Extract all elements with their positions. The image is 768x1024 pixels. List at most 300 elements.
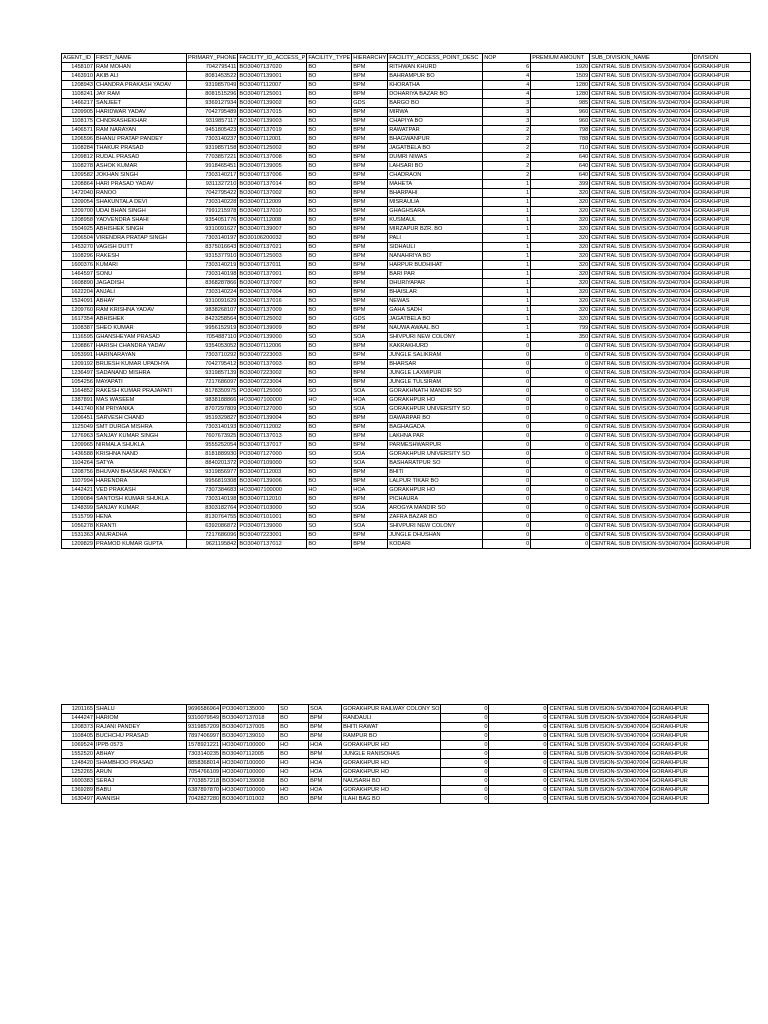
- cell-facility-type: BO: [307, 414, 352, 423]
- cell-division: GORAKHPUR: [692, 342, 750, 351]
- cell-hierarchy: BPM: [352, 216, 388, 225]
- cell-first-name: SANJEET: [95, 99, 187, 108]
- cell-first-name: RAM MOHAN: [95, 63, 187, 72]
- cell-division: GORAKHPUR: [692, 261, 750, 270]
- cell-first-name: RAKESH: [95, 252, 187, 261]
- cell-facility-type: SO: [307, 387, 352, 396]
- cell-facility-id: BO30407137013: [238, 432, 307, 441]
- cell-primary-phone: 9319857117: [187, 117, 238, 126]
- table-row: [62, 414, 751, 423]
- cell-facility-desc: DAWARPAR BO: [388, 414, 483, 423]
- cell-hierarchy: BPM: [352, 279, 388, 288]
- cell-hierarchy: BPM: [352, 108, 388, 117]
- cell-facility-type: BO: [307, 72, 352, 81]
- cell-division: GORAKHPUR: [692, 90, 750, 99]
- cell-nop: 1: [483, 225, 531, 234]
- cell-sub-division-name: CENTRAL SUB DIVISION-SV30407004: [591, 442, 691, 448]
- cell-premium-amount: 0: [531, 477, 590, 486]
- cell-hierarchy: BPM: [309, 732, 342, 741]
- header-primary-phone: PRIMARY_PHONE: [188, 55, 237, 61]
- cell-hierarchy: HOA: [352, 396, 388, 405]
- cell-facility-type: BO: [307, 261, 352, 270]
- cell-facility-id: PO30407139000: [238, 522, 307, 531]
- cell-first-name: SANTOSH KUMAR SHUKLA: [95, 495, 187, 504]
- cell-sub-division-name: CENTRAL SUB DIVISION-SV30407004: [591, 172, 691, 178]
- cell-facility-desc: NANAHRIYA BO: [388, 252, 483, 261]
- cell-facility-desc: CHADRAON: [388, 171, 483, 180]
- cell-nop: 1: [483, 261, 531, 270]
- cell-facility-type: BO: [307, 171, 352, 180]
- cell-nop: 0: [483, 441, 531, 450]
- cell-nop: 1: [483, 270, 531, 279]
- cell-first-name: PRAMOD KUMAR GUPTA: [95, 540, 187, 549]
- cell-sub-division-name: CENTRAL SUB DIVISION-SV30407004: [591, 352, 691, 358]
- cell-first-name: HARI PRASAD YADAV: [95, 180, 187, 189]
- cell-facility-desc: SIDHAULI: [388, 243, 483, 252]
- cell-facility-id: BO30407112008: [238, 216, 307, 225]
- cell-primary-phone: 9315377910: [187, 252, 238, 261]
- cell-nop: 1: [483, 297, 531, 306]
- cell-facility-type: BO: [307, 63, 352, 72]
- table-row: [62, 270, 751, 279]
- table-row: [62, 723, 709, 732]
- cell-nop: 2: [483, 162, 531, 171]
- cell-primary-phone: 9319857049: [187, 81, 238, 90]
- cell-nop: 1: [483, 216, 531, 225]
- cell-facility-type: BO: [307, 216, 352, 225]
- cell-hierarchy: BPM: [352, 531, 388, 540]
- cell-agent-id: 1206504: [62, 234, 95, 243]
- cell-facility-type: HO: [307, 486, 352, 495]
- cell-premium-amount: 320: [531, 279, 590, 288]
- cell-facility-type: BO: [279, 732, 309, 741]
- cell-division: GORAKHPUR: [692, 432, 750, 441]
- cell-premium-amount: 320: [531, 297, 590, 306]
- cell-primary-phone: 8375016643: [187, 243, 238, 252]
- cell-primary-phone: 8423258564: [187, 315, 238, 324]
- cell-hierarchy: HOA: [309, 741, 342, 750]
- cell-nop: 1: [483, 279, 531, 288]
- table-row: [62, 705, 709, 714]
- cell-agent-id: 1276963: [62, 432, 95, 441]
- cell-first-name: SHEO KUMAR: [95, 324, 187, 333]
- cell-nop: 2: [483, 171, 531, 180]
- cell-first-name: KRISHNA NAND: [95, 450, 187, 459]
- header-nop: NOP: [483, 54, 531, 63]
- cell-agent-id: 1069524: [62, 741, 95, 750]
- cell-division: GORAKHPUR: [692, 279, 750, 288]
- cell-division: GORAKHPUR: [692, 243, 750, 252]
- cell-premium-amount: 799: [531, 324, 590, 333]
- cell-primary-phone: 7303140198: [187, 495, 238, 504]
- cell-nop: 1: [483, 234, 531, 243]
- cell-facility-id: BO30407137005: [221, 723, 279, 732]
- cell-facility-type: BO: [307, 477, 352, 486]
- cell-primary-phone: 9956819308: [187, 477, 238, 486]
- cell-premium-amount: 0: [531, 531, 590, 540]
- table-row: [62, 297, 751, 306]
- table-row: [62, 786, 709, 795]
- cell-agent-id: 1369289: [62, 786, 95, 795]
- cell-sub-division-name: CENTRAL SUB DIVISION-SV30407004: [591, 541, 691, 547]
- cell-facility-type: BO: [307, 279, 352, 288]
- cell-facility-type: BO: [307, 153, 352, 162]
- cell-nop: 4: [483, 90, 531, 99]
- cell-facility-type: BO: [307, 423, 352, 432]
- cell-division: GORAKHPUR: [692, 306, 750, 315]
- cell-premium-amount: 320: [531, 306, 590, 315]
- cell-division: GORAKHPUR: [650, 732, 708, 741]
- cell-premium-amount: 320: [531, 288, 590, 297]
- cell-agent-id: 1108278: [62, 162, 95, 171]
- cell-primary-phone: 7303140217: [187, 171, 238, 180]
- cell-facility-id: BO30106200032: [238, 234, 307, 243]
- cell-nop: 1: [483, 180, 531, 189]
- table-row: [62, 153, 751, 162]
- cell-facility-id: BO30407125001: [238, 90, 307, 99]
- header-facility-desc: FACILITY_ACCESS_POINT_DESC: [388, 54, 483, 63]
- cell-first-name: THAKUR PRASAD: [95, 144, 187, 153]
- cell-division: GORAKHPUR: [692, 504, 750, 513]
- cell-agent-id: 1458107: [62, 63, 95, 72]
- cell-division: GORAKHPUR: [650, 741, 708, 750]
- cell-hierarchy: BPM: [309, 777, 342, 786]
- cell-premium-amount: 320: [531, 270, 590, 279]
- cell-division: GORAKHPUR: [650, 795, 708, 804]
- cell-sub-division-name: CENTRAL SUB DIVISION-SV30407004: [591, 100, 691, 106]
- cell-primary-phone: 9319857158: [187, 144, 238, 153]
- cell-primary-phone: 9555252054: [187, 441, 238, 450]
- cell-nop: 0: [441, 714, 489, 723]
- cell-primary-phone: 9319856977: [187, 468, 238, 477]
- cell-facility-type: BO: [279, 777, 309, 786]
- cell-nop: 0: [441, 777, 489, 786]
- cell-hierarchy: BPM: [352, 414, 388, 423]
- cell-agent-id: 1436588: [62, 450, 95, 459]
- cell-premium-amount: 0: [489, 732, 548, 741]
- cell-first-name: ASHOK KUMAR: [95, 162, 187, 171]
- cell-hierarchy: SOA: [352, 504, 388, 513]
- cell-premium-amount: 640: [531, 153, 590, 162]
- cell-sub-division-name: CENTRAL SUB DIVISION-SV30407004: [591, 361, 691, 367]
- cell-facility-id: PO30407135000: [221, 705, 279, 714]
- cell-sub-division-name: CENTRAL SUB DIVISION-SV30407004: [591, 487, 691, 493]
- cell-first-name: HARIDWAR YADAV: [95, 108, 187, 117]
- cell-primary-phone: 9918465451: [187, 162, 238, 171]
- table-row: [62, 495, 751, 504]
- cell-facility-desc: GORAKHPUR HO: [342, 786, 441, 795]
- cell-premium-amount: 0: [531, 405, 590, 414]
- cell-facility-desc: GORAKHNATH MANDIR SO: [388, 387, 483, 396]
- cell-nop: 1: [483, 324, 531, 333]
- cell-primary-phone: 7042795489: [187, 108, 238, 117]
- cell-facility-type: SO: [307, 405, 352, 414]
- table-row: [62, 189, 751, 198]
- cell-sub-division-name: CENTRAL SUB DIVISION-SV30407004: [549, 787, 649, 793]
- cell-premium-amount: 0: [531, 522, 590, 531]
- cell-premium-amount: 960: [531, 108, 590, 117]
- cell-facility-id: BO30407137004: [238, 288, 307, 297]
- cell-facility-desc: GHAGHSARA: [388, 207, 483, 216]
- cell-agent-id: 1125049: [62, 423, 95, 432]
- cell-agent-id: 1208373: [62, 723, 95, 732]
- cell-nop: 0: [441, 768, 489, 777]
- cell-agent-id: 1406571: [62, 126, 95, 135]
- cell-sub-division-name: CENTRAL SUB DIVISION-SV30407004: [549, 733, 649, 739]
- cell-division: GORAKHPUR: [692, 315, 750, 324]
- cell-first-name: HARINARAYAN: [95, 351, 187, 360]
- cell-nop: 3: [483, 99, 531, 108]
- agent-table-page-1: [61, 53, 751, 549]
- cell-sub-division-name: CENTRAL SUB DIVISION-SV30407004: [591, 82, 691, 88]
- cell-primary-phone: 7217686096: [187, 531, 238, 540]
- table-row: [62, 144, 751, 153]
- cell-facility-id: BO30407139002: [238, 99, 307, 108]
- cell-facility-id: BO30407112005: [221, 750, 279, 759]
- cell-premium-amount: 0: [531, 342, 590, 351]
- cell-agent-id: 1209905: [62, 108, 95, 117]
- cell-first-name: ARUN: [95, 768, 187, 777]
- cell-sub-division-name: CENTRAL SUB DIVISION-SV30407004: [549, 760, 649, 766]
- cell-facility-id: HO30407100000: [221, 786, 279, 795]
- cell-facility-desc: JAGATBELA BO: [388, 144, 483, 153]
- cell-first-name: MAYAPATI: [95, 378, 187, 387]
- cell-sub-division-name: CENTRAL SUB DIVISION-SV30407004: [549, 751, 649, 757]
- cell-first-name: JAGADISH: [95, 279, 187, 288]
- cell-agent-id: 1208756: [62, 468, 95, 477]
- cell-first-name: ANJALI: [95, 288, 187, 297]
- cell-facility-desc: SHIVPURI NEW COLONY: [388, 522, 483, 531]
- cell-facility-type: BO: [307, 432, 352, 441]
- cell-agent-id: 1463910: [62, 72, 95, 81]
- cell-sub-division-name: CENTRAL SUB DIVISION-SV30407004: [591, 424, 691, 430]
- cell-division: GORAKHPUR: [692, 117, 750, 126]
- cell-facility-id: BO30407137001: [238, 270, 307, 279]
- cell-agent-id: 1108241: [62, 90, 95, 99]
- cell-sub-division-name: CENTRAL SUB DIVISION-SV30407004: [591, 532, 691, 538]
- cell-facility-id: BO30407139007: [238, 225, 307, 234]
- table-row: [62, 369, 751, 378]
- table-row: [62, 171, 751, 180]
- cell-sub-division-name: CENTRAL SUB DIVISION-SV30407004: [591, 226, 691, 232]
- cell-hierarchy: BPM: [352, 234, 388, 243]
- cell-sub-division-name: CENTRAL SUB DIVISION-SV30407004: [591, 469, 691, 475]
- cell-nop: 0: [441, 741, 489, 750]
- cell-first-name: BHANU PRATAP PANDEY: [95, 135, 187, 144]
- cell-division: GORAKHPUR: [692, 477, 750, 486]
- cell-primary-phone: 7897406997: [188, 733, 220, 739]
- cell-facility-desc: NAUSARH BO: [342, 777, 441, 786]
- cell-hierarchy: BPM: [352, 432, 388, 441]
- cell-premium-amount: 0: [489, 741, 548, 750]
- cell-first-name: SHALU: [95, 705, 187, 714]
- cell-sub-division-name: CENTRAL SUB DIVISION-SV30407004: [549, 778, 649, 784]
- cell-nop: 1: [483, 189, 531, 198]
- cell-division: GORAKHPUR: [692, 144, 750, 153]
- cell-first-name: ANURADHA: [95, 531, 187, 540]
- cell-premium-amount: 960: [531, 117, 590, 126]
- cell-first-name: ABHAY: [95, 750, 187, 759]
- cell-nop: 0: [483, 432, 531, 441]
- cell-facility-desc: MAHETA: [388, 180, 483, 189]
- cell-facility-type: BO: [307, 198, 352, 207]
- cell-division: GORAKHPUR: [692, 153, 750, 162]
- cell-facility-type: BO: [307, 207, 352, 216]
- cell-nop: 0: [483, 378, 531, 387]
- cell-division: GORAKHPUR: [692, 495, 750, 504]
- cell-primary-phone: 6387897870: [188, 787, 220, 793]
- cell-primary-phone: 9956152919: [187, 324, 238, 333]
- cell-agent-id: 1209582: [62, 171, 95, 180]
- cell-division: GORAKHPUR: [692, 162, 750, 171]
- cell-premium-amount: 0: [531, 396, 590, 405]
- table-row: [62, 234, 751, 243]
- cell-facility-id: BO30407223001: [238, 531, 307, 540]
- cell-facility-id: BO30407125002: [238, 315, 307, 324]
- cell-nop: 0: [483, 387, 531, 396]
- cell-agent-id: 1104264: [62, 459, 95, 468]
- cell-facility-id: PO30407127000: [238, 405, 307, 414]
- table-row: [62, 207, 751, 216]
- table-row: [62, 768, 709, 777]
- cell-hierarchy: BPM: [352, 171, 388, 180]
- table-row: [62, 324, 751, 333]
- cell-nop: 1: [483, 306, 531, 315]
- cell-sub-division-name: CENTRAL SUB DIVISION-SV30407004: [591, 388, 691, 394]
- cell-nop: 0: [483, 450, 531, 459]
- cell-division: GORAKHPUR: [692, 360, 750, 369]
- cell-hierarchy: BPM: [352, 261, 388, 270]
- cell-facility-id: BO30407137017: [238, 441, 307, 450]
- cell-primary-phone: 8303182764: [187, 504, 238, 513]
- cell-agent-id: 1201165: [62, 705, 95, 714]
- cell-premium-amount: 0: [531, 513, 590, 522]
- cell-division: GORAKHPUR: [650, 705, 708, 714]
- cell-premium-amount: 1509: [531, 72, 590, 81]
- cell-sub-division-name: CENTRAL SUB DIVISION-SV30407004: [591, 325, 691, 331]
- cell-hierarchy: SOA: [309, 705, 342, 714]
- cell-facility-desc: BHAGWANPUR: [388, 135, 483, 144]
- cell-facility-desc: GAHA SADH: [388, 306, 483, 315]
- table-row: [62, 261, 751, 270]
- cell-sub-division-name: CENTRAL SUB DIVISION-SV30407004: [591, 478, 691, 484]
- cell-first-name: IPPB 0573: [95, 741, 187, 750]
- cell-facility-type: BO: [307, 180, 352, 189]
- cell-facility-desc: GORAKHPUR UNIVERSITY SO: [388, 450, 483, 459]
- cell-premium-amount: 0: [531, 486, 590, 495]
- cell-agent-id: 1208943: [62, 81, 95, 90]
- cell-facility-id: BO30407137002: [238, 189, 307, 198]
- cell-sub-division-name: CENTRAL SUB DIVISION-SV30407004: [591, 127, 691, 133]
- cell-nop: 0: [483, 522, 531, 531]
- table-header-row: [62, 54, 751, 63]
- cell-hierarchy: BPM: [352, 369, 388, 378]
- cell-facility-type: BO: [307, 468, 352, 477]
- header-hierarchy: HIERARCHY: [353, 55, 387, 61]
- cell-facility-id: HO30407100000: [238, 396, 307, 405]
- cell-agent-id: 1108296: [62, 252, 95, 261]
- cell-facility-type: BO: [307, 306, 352, 315]
- cell-sub-division-name: CENTRAL SUB DIVISION-SV30407004: [591, 181, 691, 187]
- cell-primary-phone: 7607673925: [187, 432, 238, 441]
- cell-division: GORAKHPUR: [692, 234, 750, 243]
- cell-premium-amount: 640: [531, 162, 590, 171]
- cell-division: GORAKHPUR: [692, 288, 750, 297]
- cell-division: GORAKHPUR: [692, 522, 750, 531]
- cell-primary-phone: 7303140237: [187, 135, 238, 144]
- cell-premium-amount: 0: [531, 450, 590, 459]
- cell-nop: 0: [441, 759, 489, 768]
- cell-first-name: HARISH CHANDRA YADAV: [95, 342, 187, 351]
- cell-facility-type: BO: [279, 750, 309, 759]
- table-row: [62, 468, 751, 477]
- cell-first-name: ABHAY: [95, 297, 187, 306]
- cell-hierarchy: BPM: [352, 495, 388, 504]
- cell-premium-amount: 320: [531, 252, 590, 261]
- cell-facility-id: BO30407139006: [238, 477, 307, 486]
- cell-first-name: SHAMBHOO PRASAD: [95, 759, 187, 768]
- cell-agent-id: 1552520: [62, 750, 95, 759]
- table-row: [62, 513, 751, 522]
- cell-hierarchy: HOA: [352, 486, 388, 495]
- cell-nop: 0: [483, 351, 531, 360]
- cell-facility-desc: HARPUR BUDHIHAT: [388, 261, 483, 270]
- cell-hierarchy: BPM: [352, 144, 388, 153]
- cell-first-name: HENA: [95, 513, 187, 522]
- cell-sub-division-name: CENTRAL SUB DIVISION-SV30407004: [591, 109, 691, 115]
- cell-primary-phone: 7991215978: [187, 207, 238, 216]
- cell-division: GORAKHPUR: [650, 759, 708, 768]
- cell-hierarchy: BPM: [352, 297, 388, 306]
- cell-hierarchy: SOA: [352, 459, 388, 468]
- cell-first-name: KRANTI: [95, 522, 187, 531]
- cell-primary-phone: 9319857139: [187, 369, 238, 378]
- cell-hierarchy: BPM: [352, 540, 388, 549]
- cell-division: GORAKHPUR: [692, 180, 750, 189]
- cell-sub-division-name: CENTRAL SUB DIVISION-SV30407004: [591, 370, 691, 376]
- cell-hierarchy: BPM: [352, 117, 388, 126]
- cell-facility-desc: MISRAULIA: [388, 198, 483, 207]
- cell-facility-type: HO: [307, 396, 352, 405]
- cell-first-name: SMT DURGA MISHRA: [95, 423, 187, 432]
- table-row: [62, 180, 751, 189]
- cell-premium-amount: 0: [489, 759, 548, 768]
- cell-premium-amount: 0: [489, 795, 548, 804]
- cell-agent-id: 1056278: [62, 522, 95, 531]
- cell-nop: 1: [483, 288, 531, 297]
- table-row: [62, 279, 751, 288]
- cell-first-name: CHANDRA PRAKASH YADAV: [95, 81, 187, 90]
- cell-nop: 1: [483, 207, 531, 216]
- cell-hierarchy: BPM: [352, 90, 388, 99]
- cell-first-name: RAM KRISHNA YADAV: [95, 306, 187, 315]
- cell-nop: 3: [483, 117, 531, 126]
- cell-primary-phone: 9354053052: [187, 342, 238, 351]
- cell-agent-id: 1108175: [62, 117, 95, 126]
- cell-first-name: AVANISH: [95, 795, 187, 804]
- cell-facility-type: BO: [307, 189, 352, 198]
- cell-division: GORAKHPUR: [692, 297, 750, 306]
- cell-facility-id: BO30407137007: [238, 279, 307, 288]
- cell-facility-id: BO30407137015: [238, 108, 307, 117]
- cell-primary-phone: 7042795412: [187, 360, 238, 369]
- cell-facility-desc: KAKRAKHURD: [388, 342, 483, 351]
- table-row: [62, 714, 709, 723]
- cell-facility-id: BO30407137008: [238, 153, 307, 162]
- cell-first-name: CHNDRASHEKHAR: [95, 117, 187, 126]
- cell-facility-id: HO30407100000: [221, 768, 279, 777]
- cell-nop: 0: [483, 531, 531, 540]
